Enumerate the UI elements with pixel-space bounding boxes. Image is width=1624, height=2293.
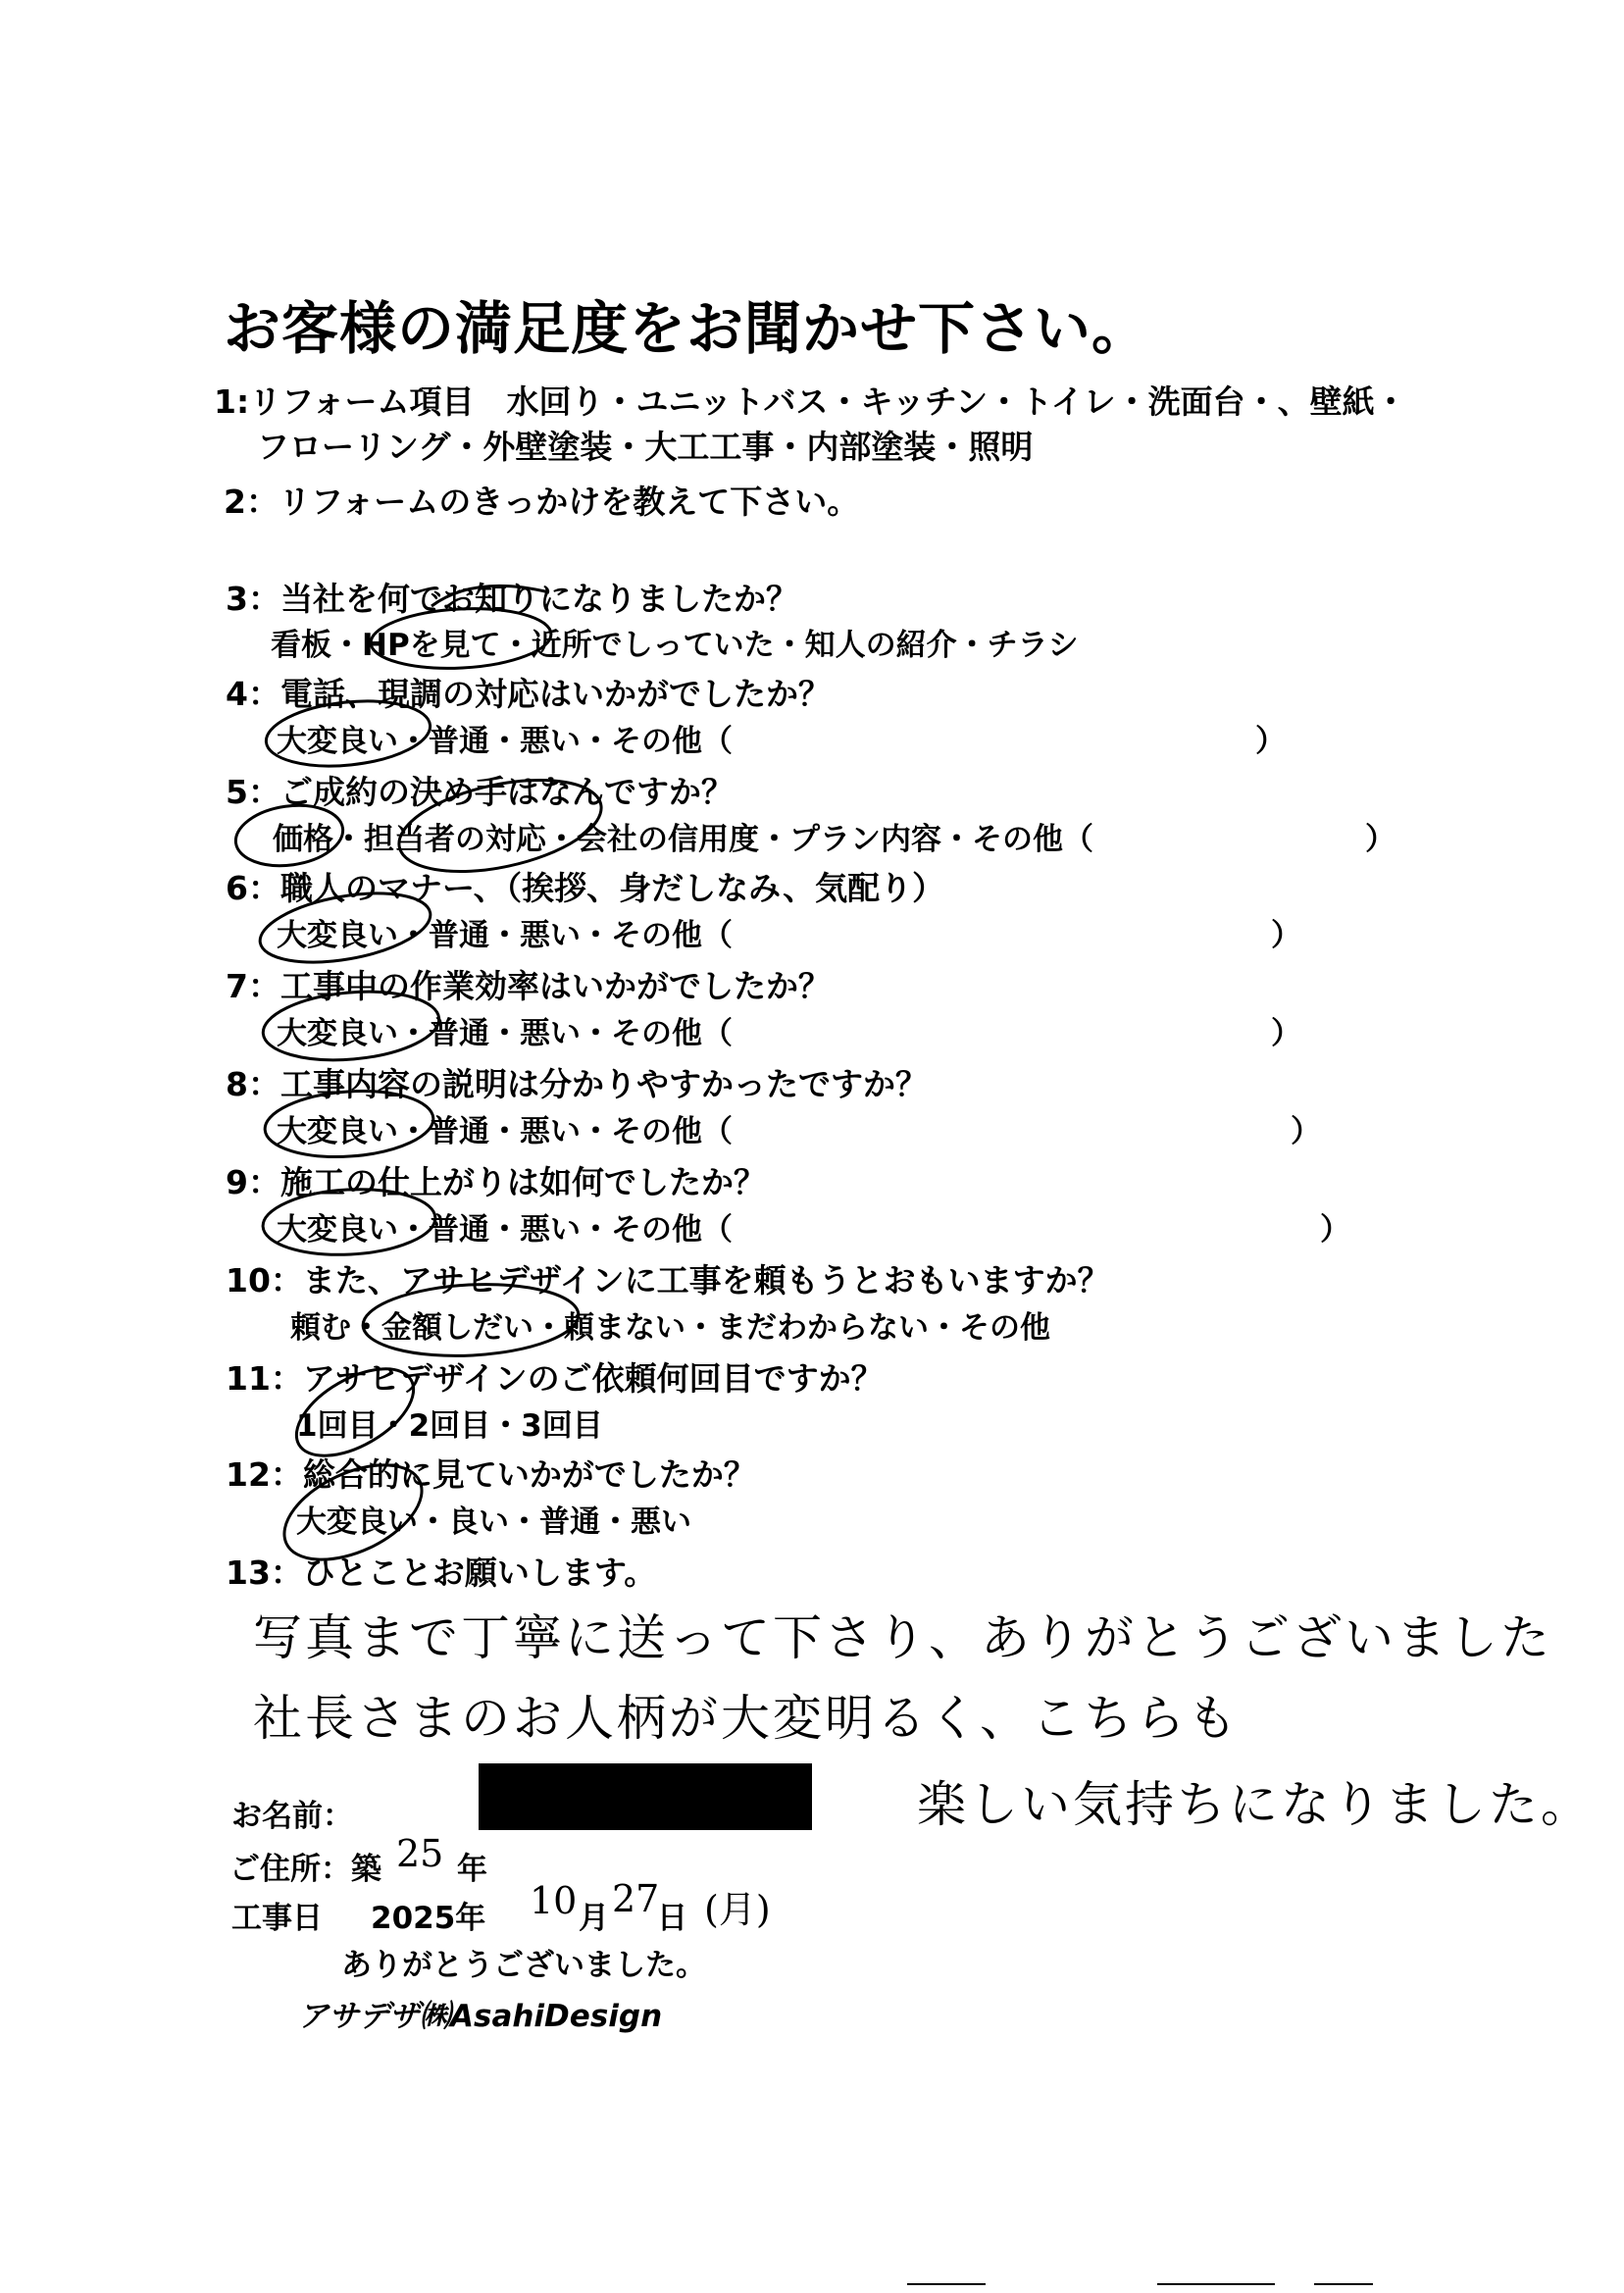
q8-close-paren: ） xyxy=(1291,1114,1321,1149)
q5-close-paren: ） xyxy=(1365,822,1396,857)
q9-options: 大変良い・普通・悪い・その他（ xyxy=(277,1212,733,1248)
q6-label: 6：職人のマナー、（挨拶、身だしなみ、気配り） xyxy=(226,869,945,907)
comment-line-2: 社長さまのお人柄が大変明るく、こちらも xyxy=(253,1690,1240,1747)
work-date-weekday: (月) xyxy=(704,1888,771,1931)
q13-label: 13：ひとことお願いします。 xyxy=(226,1554,657,1592)
address-suffix: 年 xyxy=(457,1852,487,1887)
scan-speck xyxy=(1314,2283,1373,2285)
address-label: ご住所：築 xyxy=(229,1852,381,1887)
scan-speck xyxy=(907,2283,986,2285)
q7-label: 7：工事中の作業効率はいかがでしたか？ xyxy=(226,967,831,1005)
q7-options: 大変良い・普通・悪い・その他（ xyxy=(277,1016,733,1051)
q4-options: 大変良い・普通・悪い・その他（ xyxy=(277,724,733,759)
q9-close-paren: ） xyxy=(1320,1212,1350,1248)
work-date-month: 10 xyxy=(530,1879,578,1922)
q5-options: 価格・担当者の対応・会社の信用度・プラン内容・その他（ xyxy=(273,822,1093,857)
q3-options: 看板・HPを見て・近所でしっていた・知人の紹介・チラシ xyxy=(271,628,1079,663)
q5-label: 5：ご成約の決め手はなんですか？ xyxy=(226,773,734,811)
q7-close-paren: ） xyxy=(1271,1016,1301,1051)
q1-label: 1:リフォーム項目 水回り・ユニットバス・キッチン・トイレ・洗面台・、壁紙・ xyxy=(214,382,1407,421)
q6-close-paren: ） xyxy=(1271,918,1301,953)
q9-label: 9：施工の仕上がりは如何でしたか？ xyxy=(226,1163,766,1201)
q8-label: 8：工事内容の説明は分かりやすかったですか？ xyxy=(226,1065,928,1103)
work-date-day-unit: 日 xyxy=(657,1901,687,1936)
q12-label: 12：総合的に見ていかがでしたか？ xyxy=(226,1455,756,1494)
q3-label: 3：当社を何でお知りになりましたか？ xyxy=(226,580,798,618)
q12-options: 大変良い・良い・普通・悪い xyxy=(296,1504,691,1540)
work-date-label: 工事日 xyxy=(231,1901,323,1936)
q8-options: 大変良い・普通・悪い・その他（ xyxy=(277,1114,733,1149)
comment-line-3: 楽しい気持ちになりました。 xyxy=(917,1776,1593,1833)
q6-options: 大変良い・普通・悪い・その他（ xyxy=(277,918,733,953)
q11-options: 1回目・2回目・3回目 xyxy=(296,1408,603,1444)
q4-close-paren: ） xyxy=(1255,724,1286,759)
thanks-text: ありがとうございました。 xyxy=(341,1948,706,1983)
work-date-year: 2025年 xyxy=(371,1901,486,1936)
address-years: 25 xyxy=(396,1832,444,1875)
scan-speck xyxy=(1157,2283,1275,2285)
company-name: アサデザ㈱AsahiDesign xyxy=(298,1999,663,2034)
q11-label: 11：アサヒデザインのご依頼何回目ですか？ xyxy=(226,1359,884,1398)
work-date-month-unit: 月 xyxy=(579,1901,609,1936)
work-date-day: 27 xyxy=(612,1877,660,1920)
q10-label: 10：また、アサヒデザインに工事を頼もうとおもいますか？ xyxy=(226,1261,1110,1299)
comment-line-1: 写真まで丁寧に送って下さり、ありがとうございました xyxy=(253,1609,1552,1666)
name-label: お名前： xyxy=(231,1799,353,1834)
page-title: お客様の満足度をお聞かせ下さい。 xyxy=(224,295,1150,362)
q10-options: 頼む・金額しだい・頼まない・まだわからない・その他 xyxy=(290,1310,1050,1346)
q2-label: 2：リフォームのきっかけを教えて下さい。 xyxy=(224,483,860,521)
redacted-name xyxy=(479,1763,812,1830)
q4-label: 4：電話、現調の対応はいかがでしたか？ xyxy=(226,675,831,713)
q1-options: フローリング・外壁塗装・大工工事・内部塗装・照明 xyxy=(257,428,1034,466)
